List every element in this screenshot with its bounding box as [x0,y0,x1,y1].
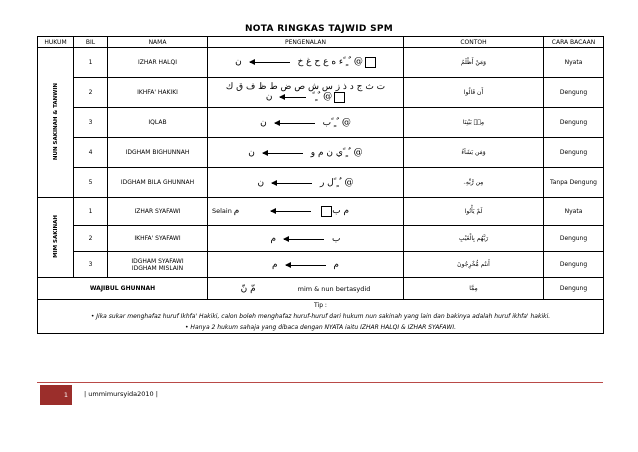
cara-cell: Dengung [544,226,604,252]
sukun-box-icon [321,206,332,217]
wajib-label: WAJIBUL GHUNNAH [38,278,208,300]
nama-cell: IDGHAM BILA GHUNNAH [108,168,208,198]
bil-cell: 3 [74,252,108,278]
header-nama: NAMA [108,37,208,48]
table-row [38,138,604,168]
page-title: NOTA RINGKAS TAJWID SPM [244,24,394,34]
sukun-box-icon [334,92,345,103]
arrow-icon [284,239,324,240]
arrow-icon [286,265,326,266]
marks: ن ً ٍ ٌ @ [260,117,351,128]
contoh-cell: وَمَن يَشَآءُ [404,138,544,168]
footer-text: | ummimursyida2010 | [84,390,158,398]
contoh-cell: رَبَّهُم بِالْغَيْبِ [404,226,544,252]
cara-cell: Nyata [544,198,604,226]
table-row [38,226,604,252]
nama-cell: IKHFA' SYAFAWI [108,226,208,252]
table-row [38,78,604,108]
selain-label: Selain [212,207,232,215]
huruf: م [233,206,240,216]
cara-cell: Dengung [544,138,604,168]
contoh-cell: مِمَّا [404,278,544,300]
pengenalan-cell [208,48,404,78]
marks: ن ً ٍ ٌ @ [265,92,333,102]
table-row [38,48,604,78]
pengenalan-cell [208,108,404,138]
huruf-kiri: م [270,233,277,244]
arrow-icon [272,183,312,184]
nama-cell: IQLAB [108,108,208,138]
pengenalan-cell [208,278,404,300]
huruf-list: ب [322,117,332,128]
tips-row [38,300,604,334]
huruf-list: ء ه ع ح غ خ [297,57,344,67]
contoh-cell: مِنۢ بَيْنِنَا [404,108,544,138]
nama-cell: IZHAR HALQI [108,48,208,78]
nama-cell [108,252,208,278]
bil-cell: 1 [74,198,108,226]
cara-cell: Dengung [544,78,604,108]
arrow-icon [263,153,303,154]
bil-cell: 4 [74,138,108,168]
bil-cell: 2 [74,226,108,252]
arrow-icon [250,62,290,63]
header-row [38,37,604,48]
group-mim-label: MIM SAKINAH [52,215,59,258]
group-nun [38,48,74,198]
header-cara: CARA BACAAN [544,37,604,48]
cara-cell: Tanpa Dengung [544,168,604,198]
sukun-box-icon [365,57,376,68]
huruf-list: ت ث ج د ذ ز س ش ص ض ط ظ ف ق ك [225,82,386,92]
nama-line-2: IDGHAM MISLAIN [131,264,184,272]
huruf-list: ي ن م و [310,147,343,158]
tips-line-2: • Hanya 2 hukum sahaja yang dibaca dengan NYATA iaitu IZHAR HALQI & IZHAR SYAFAWI. [184,324,457,331]
cara-cell: Dengung [544,278,604,300]
group-mim [38,198,74,278]
nama-line-1: IDGHAM SYAFAWI [131,257,184,265]
header-contoh: CONTOH [404,37,544,48]
arrow-icon [280,97,306,98]
nama-cell: IDGHAM BIGHUNNAH [108,138,208,168]
table-row [38,168,604,198]
huruf-list: ل ر [319,177,334,188]
huruf: ب [331,233,341,244]
huruf: م [333,259,339,270]
pengenalan-cell [208,252,404,278]
bil-cell: 2 [74,78,108,108]
header-pengenalan: PENGENALAN [208,37,404,48]
marks: ن ً ٍ ٌ @ [248,147,363,158]
group-nun-label: NUN SAKINAH & TANWIN [52,82,59,161]
cara-cell: Nyata [544,48,604,78]
pengenalan-cell [208,226,404,252]
pengenalan-cell [208,168,404,198]
tajwid-table [37,36,604,334]
arrow-icon [275,123,315,124]
nama-cell: IKHFA' HAKIKI [108,78,208,108]
contoh-cell: مِن رَّبِّهِۦ [404,168,544,198]
marks: ن ً ٍ ٌ @ [257,177,354,188]
contoh-cell: أَن قَالُوا [404,78,544,108]
bil-cell: 5 [74,168,108,198]
page-number-box [40,385,72,405]
pengenalan-cell [208,78,404,108]
contoh-cell: لَمْ يَأْتُوا [404,198,544,226]
tips-cell [38,300,604,334]
nama-cell: IZHAR SYAFAWI [108,198,208,226]
bil-cell: 3 [74,108,108,138]
table-row [38,108,604,138]
wajib-huruf: مّ نّ [240,283,256,294]
table-row [38,198,604,226]
table-row [38,278,604,300]
header-bil: BIL [74,37,108,48]
page-number: 1 [63,391,68,399]
contoh-cell: أَنتُم مُّخْرِجُونَ [404,252,544,278]
tips-line-1: • Jika sukar menghafaz huruf Ikhfa' Hakiki, calon boleh menghafaz huruf-huruf dari hukum nun sakinah yang lain dan bakinya adalah huruf ikhfa' hakiki. [90,313,551,320]
bil-cell: 1 [74,48,108,78]
pengenalan-cell [208,138,404,168]
cara-cell: Dengung [544,108,604,138]
marks: ن ً ٍ ٌ @ [235,57,363,67]
table-row [38,252,604,278]
wajib-desc: mim & nun bertasydid [297,284,371,293]
huruf-kiri: م [272,259,278,270]
header-hukum: HUKUM [38,37,74,48]
contoh-cell: وَمَنْ أَظْلَمُ [404,48,544,78]
pengenalan-cell [208,198,404,226]
tips-label: Tip : [314,302,327,309]
arrow-icon [271,211,311,212]
cara-cell: Dengung [544,252,604,278]
huruf-selain: م ب [332,206,350,216]
